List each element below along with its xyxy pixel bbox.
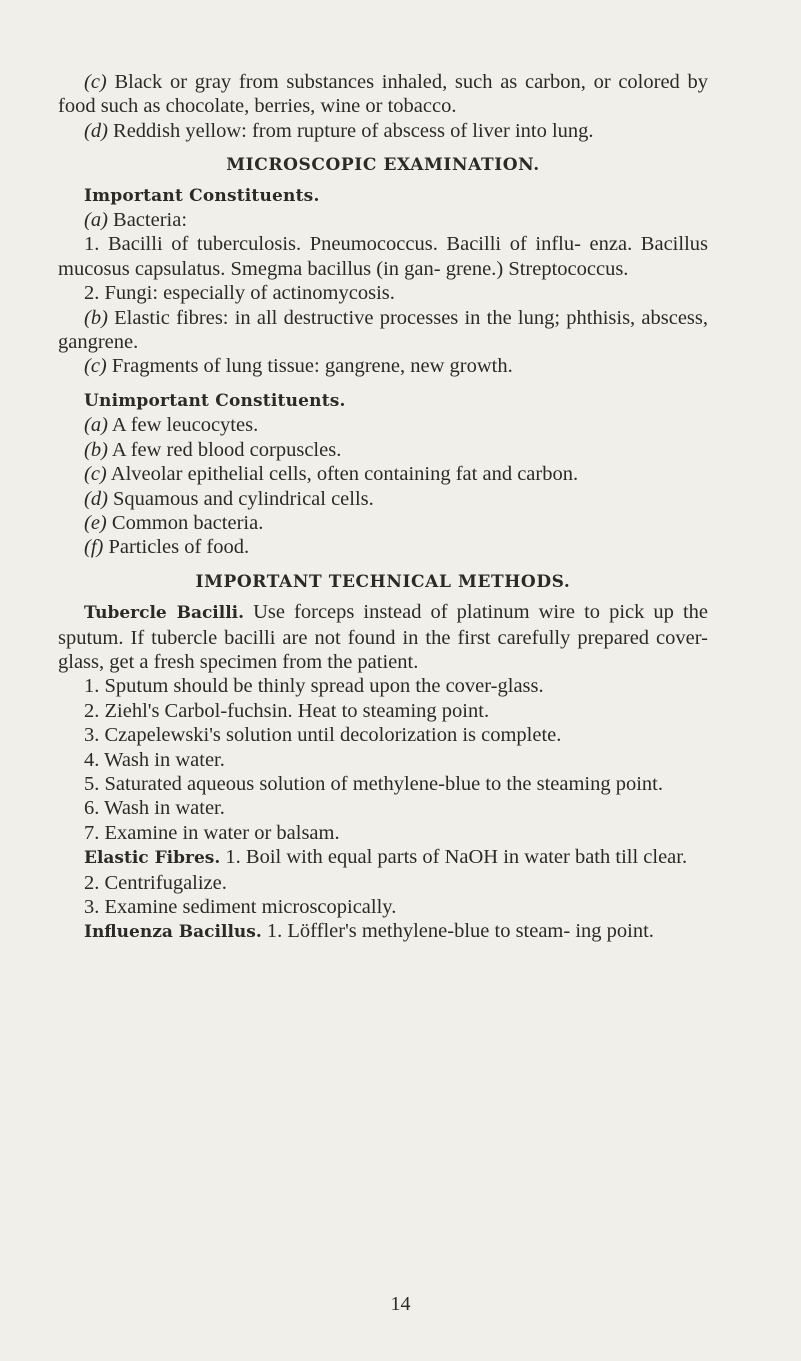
- label-a: (a): [84, 209, 108, 232]
- label-d: (d): [84, 119, 108, 142]
- label-c: (c): [84, 355, 107, 378]
- paragraph-u-c: [58, 462, 708, 486]
- paragraph-u-a: [58, 413, 708, 437]
- label-d: (d): [84, 487, 108, 510]
- label-a: (a): [84, 414, 108, 437]
- paragraph-tubercle: [58, 600, 708, 674]
- label-c: (c): [84, 71, 107, 93]
- text-u-d: Squamous and cylindrical cells.: [113, 487, 374, 510]
- step-t6: 6. Wash in water.: [84, 797, 225, 820]
- heading-important-constituents: Important Constituents.: [84, 185, 320, 206]
- label-e: (e): [84, 511, 107, 534]
- text-a-bacteria: Bacteria:: [113, 209, 188, 232]
- step-t4: 4. Wash in water.: [84, 748, 225, 771]
- heading-microscopic: MICROSCOPIC EXAMINATION.: [226, 155, 540, 176]
- label-b: (b): [84, 306, 108, 329]
- paragraph-b-elastic: [58, 306, 708, 355]
- text-b-elastic: Elastic fibres: in all destructive processes in the lung; phthisis, abscess, gangrene.: [58, 306, 708, 354]
- text-u-c: Alveolar epithelial cells, often containing fat and carbon.: [110, 463, 579, 486]
- paragraph-a-bacteria: [58, 208, 708, 232]
- paragraph-u-f: [58, 535, 708, 559]
- paragraph-item-1: 1. Bacilli of tuberculosis. Pneumococcus. Bacilli of influ- enza. Bacillus mucosus capsulatus. Smegma bacillus (in gan- grene.) Streptococcus.: [58, 233, 708, 280]
- text-influenza: 1. Löffler's methylene-blue to steam- ing point.: [266, 920, 654, 943]
- step-t5: 5. Saturated aqueous solution of methylene-blue to the steaming point.: [84, 772, 664, 795]
- text-u-b: A few red blood corpuscles.: [111, 438, 342, 461]
- paragraph-u-d: [58, 487, 708, 511]
- paragraph-c-fragments: [58, 354, 708, 378]
- step-e2: 2. Centrifugalize.: [84, 871, 227, 894]
- lead-influenza-bacillus: Influenza Bacillus.: [84, 922, 262, 943]
- step-t7: 7. Examine in water or balsam.: [84, 821, 340, 844]
- label-c: (c): [84, 463, 107, 486]
- text-u-a: A few leucocytes.: [111, 414, 259, 437]
- text-c-fragments: Fragments of lung tissue: gangrene, new growth.: [111, 355, 513, 378]
- paragraph-item-2: 2. Fungi: especially of actinomycosis.: [84, 282, 395, 305]
- heading-technical-methods: IMPORTANT TECHNICAL METHODS.: [195, 571, 571, 592]
- text-body: [58, 70, 708, 945]
- text-c-black: Black or gray from substances inhaled, such as carbon, or colored by food such as chocolate, berries, wine or tobacco.: [58, 71, 708, 118]
- text-tubercle: Use forceps instead of platinum wire to pick up the sputum. If tubercle bacilli are not found in the first carefully prepared cover-glass, get a fresh specimen from the patient.: [58, 601, 709, 673]
- lead-tubercle-bacilli: Tubercle Bacilli.: [84, 603, 245, 624]
- step-t1: 1. Sputum should be thinly spread upon the cover-glass.: [84, 675, 544, 698]
- paragraph-influenza: [58, 919, 708, 944]
- step-e3: 3. Examine sediment microscopically.: [84, 896, 397, 918]
- paragraph-c-black: [58, 70, 708, 119]
- paragraph-u-e: [58, 511, 708, 535]
- heading-unimportant-constituents: Unimportant Constituents.: [84, 390, 346, 411]
- lead-elastic-fibres: Elastic Fibres.: [84, 848, 221, 869]
- paragraph-elastic-fibres: [58, 845, 708, 870]
- step-t3: 3. Czapelewski's solution until decolorization is complete.: [84, 724, 562, 747]
- text-d-reddish: Reddish yellow: from rupture of abscess of liver into lung.: [113, 119, 594, 142]
- label-b: (b): [84, 438, 108, 461]
- paragraph-d-reddish: [58, 119, 708, 143]
- text-u-e: Common bacteria.: [111, 511, 264, 534]
- text-u-f: Particles of food.: [108, 536, 250, 559]
- text-elastic-fibres: 1. Boil with equal parts of NaOH in water bath till clear.: [225, 846, 688, 869]
- step-t2: 2. Ziehl's Carbol-fuchsin. Heat to steaming point.: [84, 699, 490, 722]
- page-number: 14: [390, 1293, 411, 1315]
- paragraph-u-b: [58, 438, 708, 462]
- label-f: (f): [84, 536, 104, 559]
